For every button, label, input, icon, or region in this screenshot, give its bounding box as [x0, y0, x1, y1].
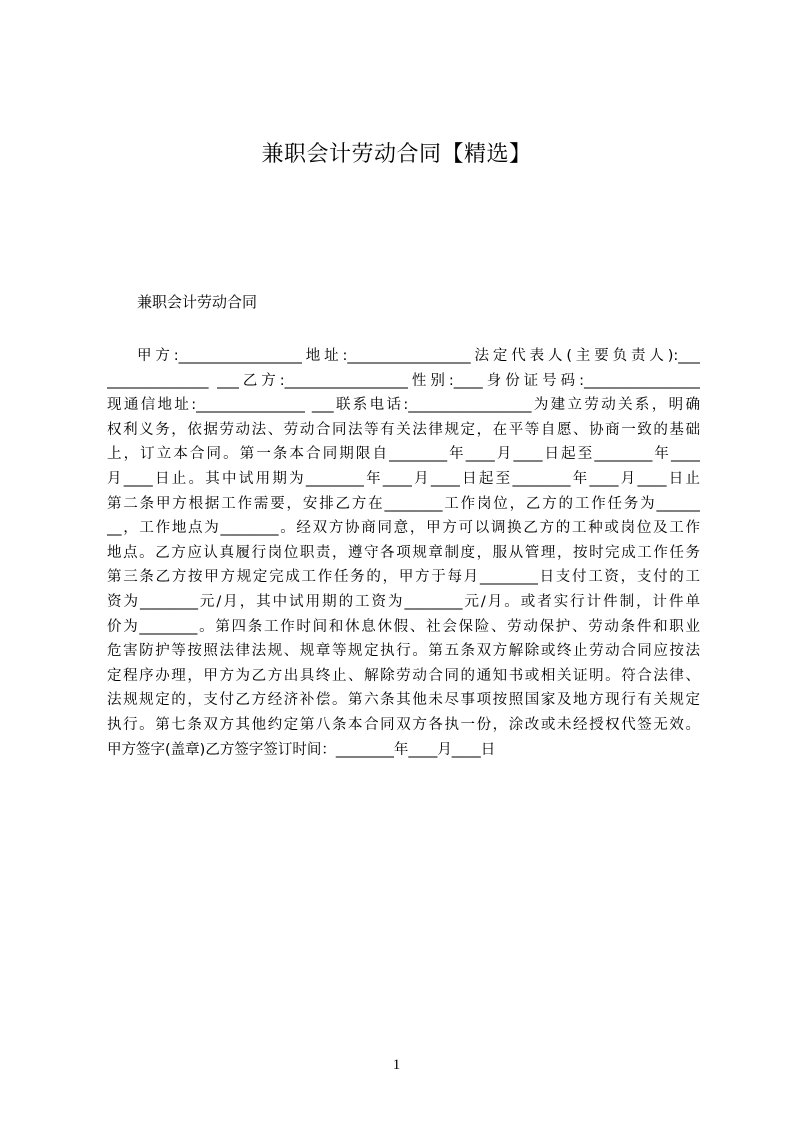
contract-subheading: 兼职会计劳动合同 — [137, 293, 258, 311]
body-line: 地点。乙方应认真履行岗位职责，遵守各项规章制度，服从管理，按时完成工作任务 — [107, 544, 700, 561]
body-line: 甲方:_________________地址:_________________法定代表人(主要负责人):___ — [137, 348, 700, 364]
contract-body — [107, 344, 700, 762]
document-title: 兼职会计劳动合同【精选】 — [261, 142, 532, 167]
body-line: 资为________元/月，其中试用期的工资为________元/月。或者实行计件制，计件单 — [107, 593, 700, 610]
body-line: 第二条甲方根据工作需要，安排乙方在________工作岗位，乙方的工作任务为______ — [107, 495, 700, 512]
body-line: ______________ ___乙方:_________________性别:____身份证号码:________________ — [107, 372, 700, 389]
signature-line: 甲方签字(盖章)乙方签字签订时间：________年____月____日 — [107, 741, 496, 758]
body-line: 月____日止。其中试用期为________年____月____日起至________年____月____日止 — [107, 470, 700, 487]
body-line: 现通信地址:_______________ ___联系电话:_________________为建立劳动关系，明确 — [107, 397, 700, 414]
page-number: 1 — [392, 1057, 401, 1073]
body-line: __，工作地点为________。经双方协商同意，甲方可以调换乙方的工种或岗位及工作 — [107, 520, 700, 537]
body-line: 危害防护等按照法律法规、规章等规定执行。第五条双方解除或终止劳动合同应按法 — [107, 643, 700, 660]
body-line: 定程序办理，甲方为乙方出具终止、解除劳动合同的通知书或相关证明。符合法律、 — [107, 667, 700, 684]
body-line: 权利义务，依据劳动法、劳动合同法等有关法律规定，在平等自愿、协商一致的基础 — [107, 421, 700, 438]
body-line: 执行。第七条双方其他约定第八条本合同双方各执一份，涂改或未经授权代签无效。 — [107, 716, 700, 733]
body-line: 上，订立本合同。第一条本合同期限自________年____月____日起至________年____ — [107, 446, 700, 463]
body-line: 价为________。第四条工作时间和休息休假、社会保险、劳动保护、劳动条件和职业 — [107, 618, 700, 635]
body-line: 第三条乙方按甲方规定完成工作任务的，甲方于每月________日支付工资，支付的工 — [107, 569, 700, 586]
body-line: 法规规定的，支付乙方经济补偿。第六条其他未尽事项按照国家及地方现行有关规定 — [107, 692, 700, 709]
